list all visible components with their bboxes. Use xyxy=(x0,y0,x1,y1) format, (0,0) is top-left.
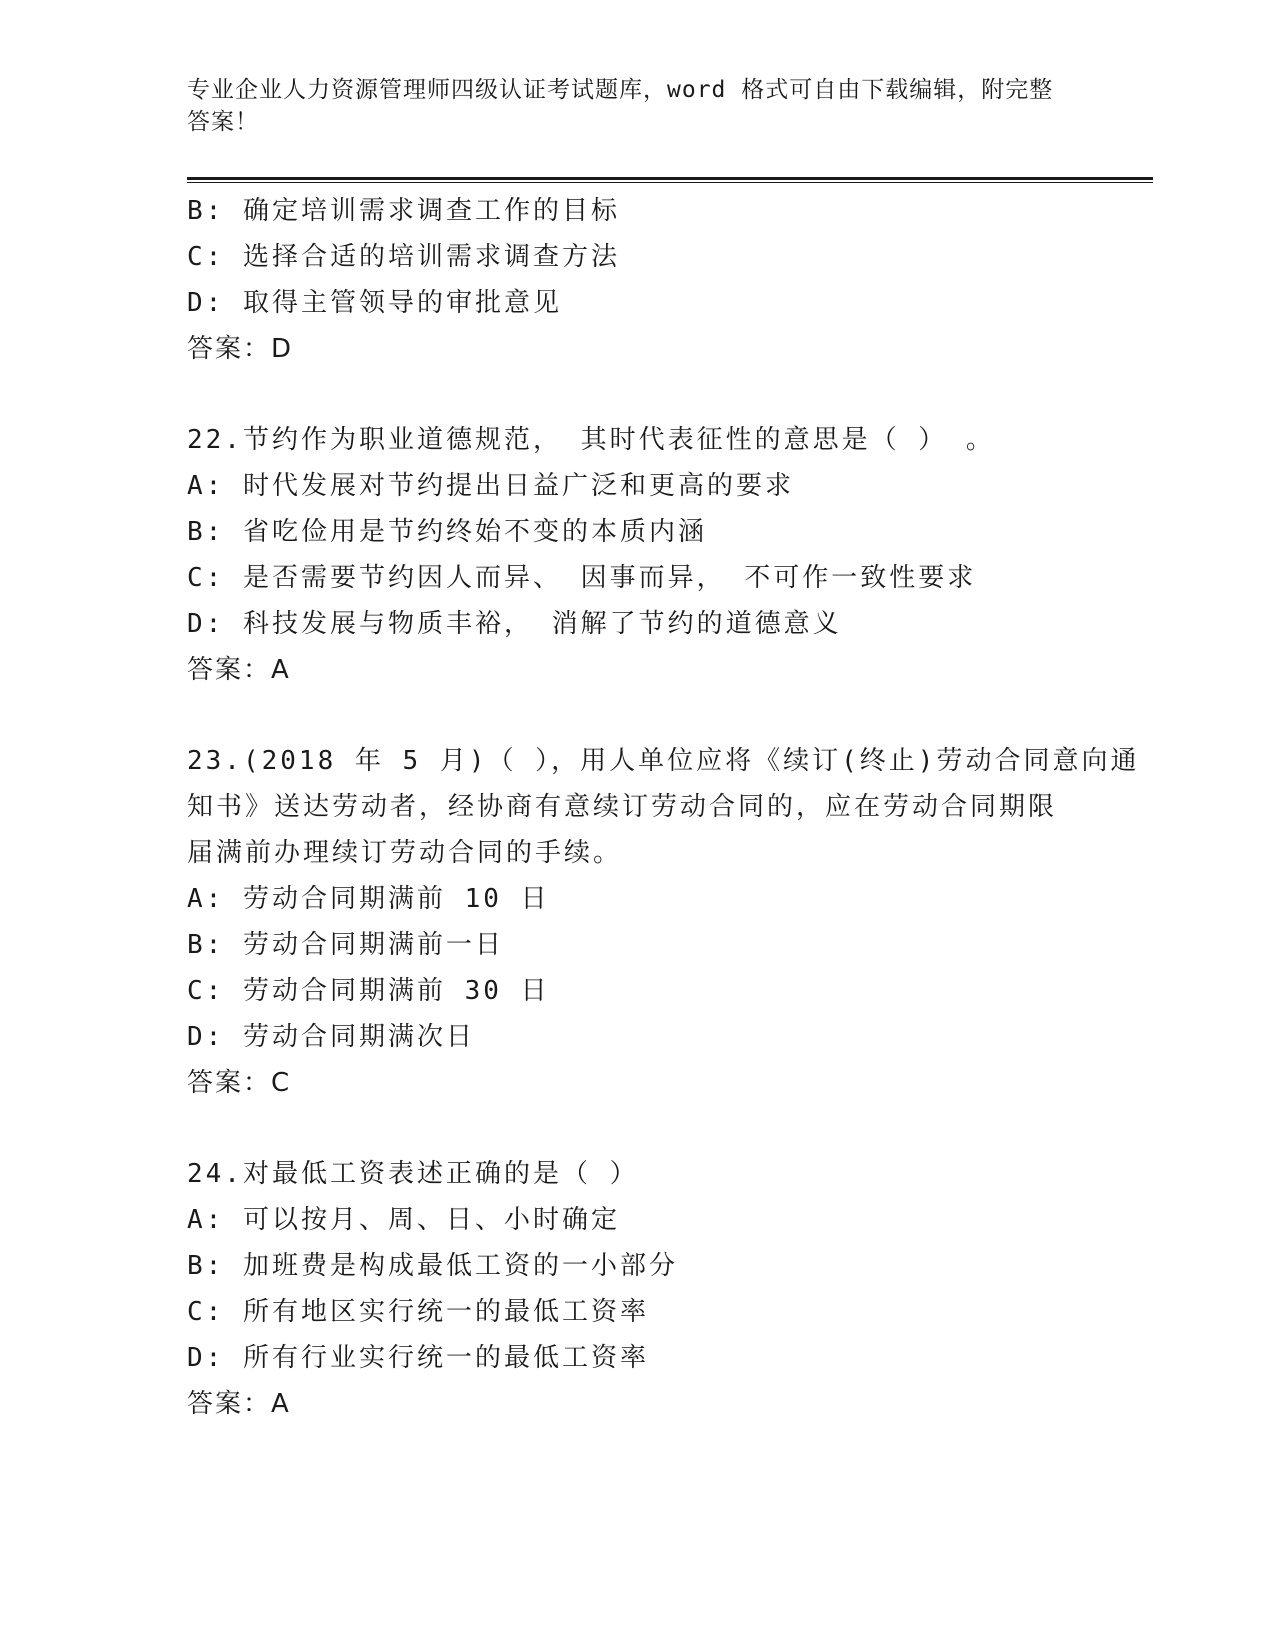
option-d: D: 科技发展与物质丰裕， 消解了节约的道德意义 xyxy=(187,609,842,639)
option-c: C: 选择合适的培训需求调查方法 xyxy=(187,242,620,272)
question-22 xyxy=(187,417,1087,693)
question-list xyxy=(187,188,1140,1427)
option-c: C: 所有地区实行统一的最低工资率 xyxy=(187,1297,649,1327)
question-stem: 24.对最低工资表述正确的是（ ） xyxy=(187,1159,639,1189)
answer-line: 答案：A xyxy=(187,1389,291,1419)
question-stem-line-3: 届满前办理续订劳动合同的手续。 xyxy=(187,838,623,868)
option-b: B: 省吃俭用是节约终始不变的本质内涵 xyxy=(187,517,707,547)
question-stem-line-1: 23.(2018 年 5 月)（ ），用人单位应将《续订(终止)劳动合同意向通 xyxy=(187,746,1140,776)
question-21 xyxy=(187,188,1087,372)
option-d: D: 取得主管领导的审批意见 xyxy=(187,288,562,318)
header-line-2: 答案！ xyxy=(187,109,259,135)
option-c: C: 是否需要节约因人而异、 因事而异， 不可作一致性要求 xyxy=(187,563,977,593)
option-c: C: 劳动合同期满前 30 日 xyxy=(187,976,550,1006)
spacer xyxy=(187,693,1087,738)
question-stem: 22.节约作为职业道德规范， 其时代表征性的意思是（ ） 。 xyxy=(187,425,995,455)
option-b: B: 加班费是构成最低工资的一小部分 xyxy=(187,1251,678,1281)
header-divider-thin xyxy=(187,182,1153,183)
question-stem-line-2: 知书》送达劳动者，经协商有意续订劳动合同的，应在劳动合同期限 xyxy=(187,792,1058,822)
option-a: A: 可以按月、周、日、小时确定 xyxy=(187,1205,620,1235)
answer-line: 答案：C xyxy=(187,1068,292,1098)
option-d: D: 劳动合同期满次日 xyxy=(187,1022,475,1052)
header-divider-thick xyxy=(187,177,1153,180)
option-d: D: 所有行业实行统一的最低工资率 xyxy=(187,1343,649,1373)
document-header xyxy=(187,74,1067,138)
question-24 xyxy=(187,1151,1087,1427)
option-b: B: 确定培训需求调查工作的目标 xyxy=(187,196,620,226)
question-23 xyxy=(187,738,1140,1106)
option-a: A: 劳动合同期满前 10 日 xyxy=(187,884,550,914)
spacer xyxy=(187,1106,1087,1151)
answer-line: 答案：D xyxy=(187,334,294,364)
option-b: B: 劳动合同期满前一日 xyxy=(187,930,504,960)
option-a: A: 时代发展对节约提出日益广泛和更高的要求 xyxy=(187,471,794,501)
header-line-1: 专业企业人力资源管理师四级认证考试题库，word 格式可自由下载编辑，附完整 xyxy=(187,77,1054,103)
spacer xyxy=(187,372,1087,417)
answer-line: 答案：A xyxy=(187,655,291,685)
